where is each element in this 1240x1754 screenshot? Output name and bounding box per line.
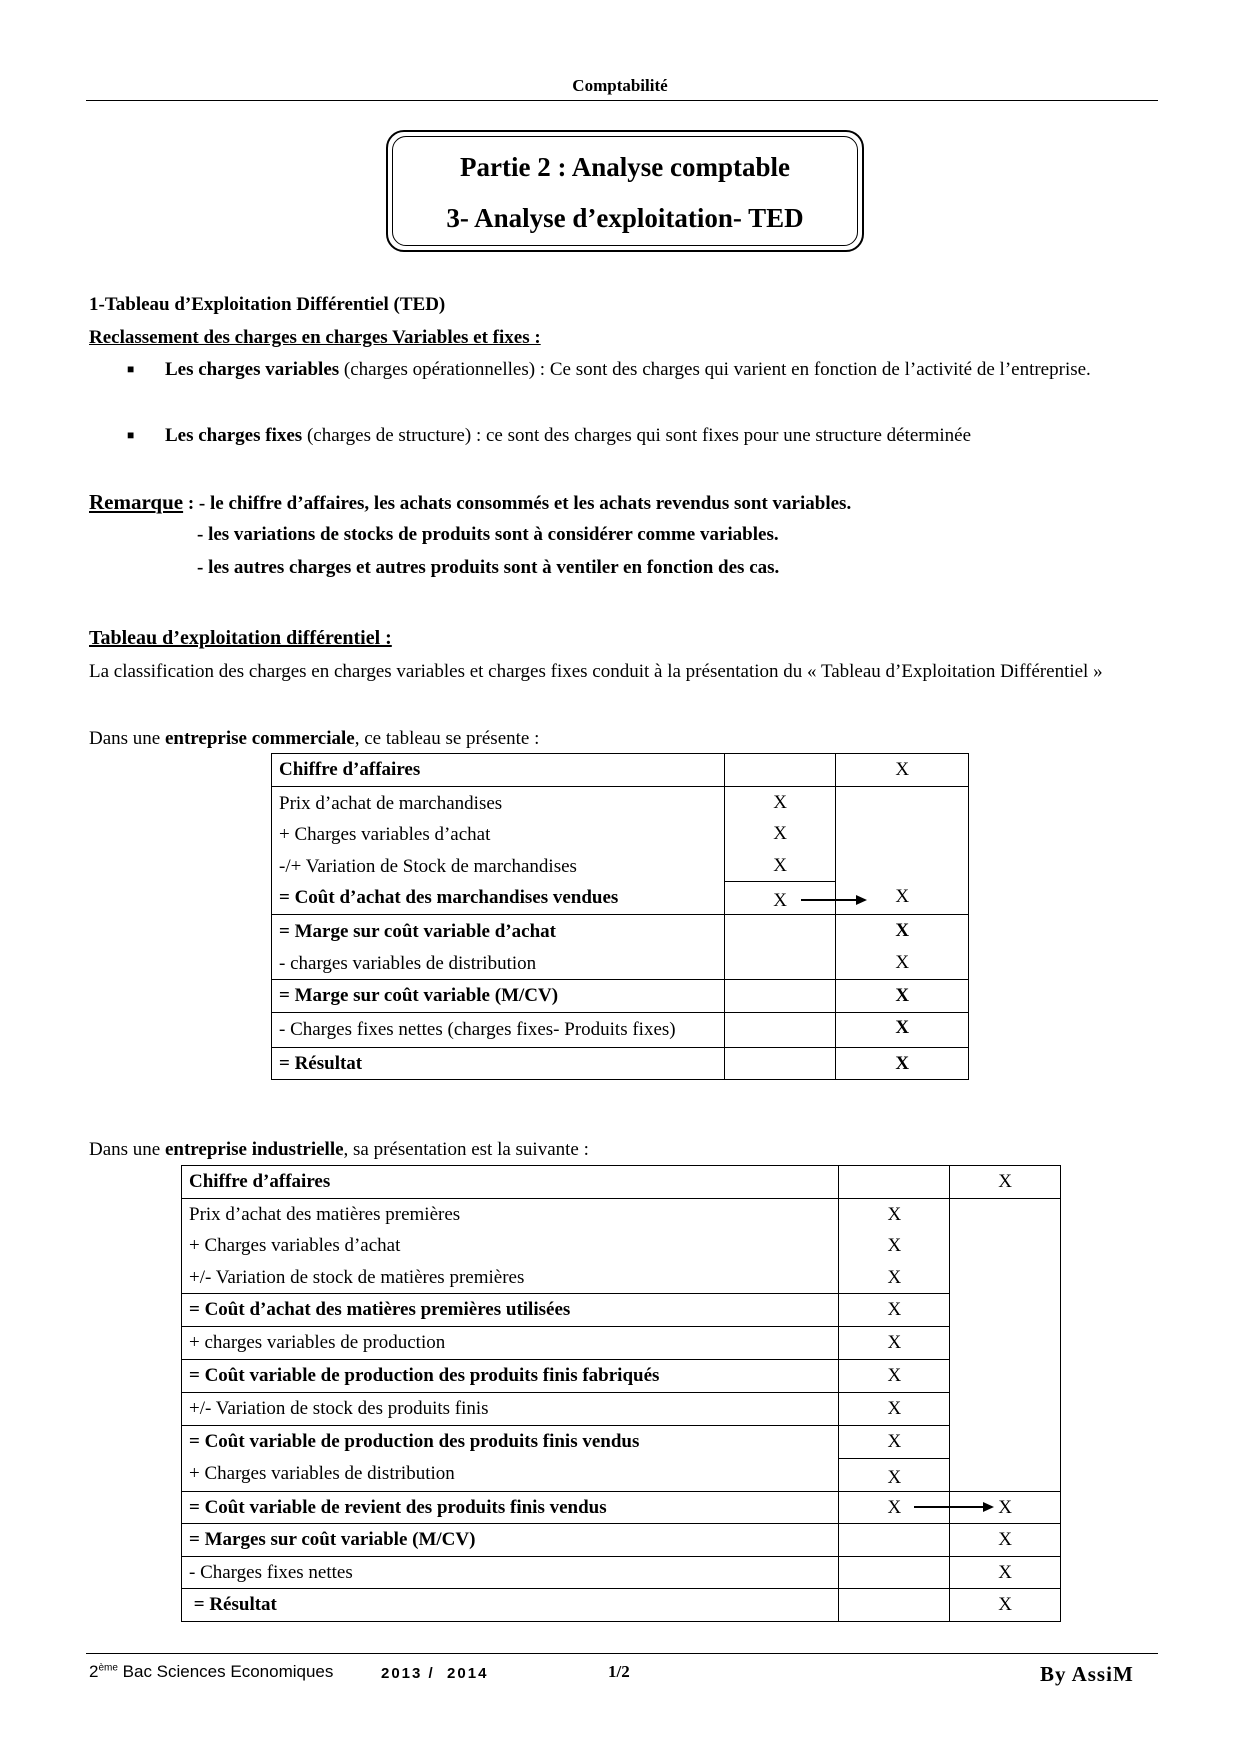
value-x: X [998,1529,1012,1550]
bullet-icon: ■ [127,362,135,376]
value-x: X [895,920,910,941]
value-x: X [839,1326,949,1359]
value-x: X [887,1266,902,1288]
arrow-icon [801,899,865,901]
bullet2-bold: Les charges fixes [165,425,303,446]
row-label: +/- Variation de stock de matières premières [189,1266,525,1288]
table-row [182,1491,1061,1524]
industrial-prefix: Dans une [89,1139,165,1160]
section-heading: 1-Tableau d’Exploitation Différentiel (TED) [89,294,446,315]
table-row [272,1047,969,1080]
row-label: -/+ Variation de Stock de marchandises [279,855,577,877]
title-box [386,130,864,252]
level-text: Bac Sciences Economiques [117,1662,334,1681]
value-x: X [887,1496,902,1518]
row-label: Prix d’achat de marchandises [279,792,503,814]
row-label: Prix d’achat des matières premières [189,1203,461,1225]
value-x: X [998,1496,1012,1518]
commercial-prefix: Dans une [89,728,165,749]
value-x: X [773,791,787,813]
value-x: X [998,1171,1012,1192]
ted-heading: Tableau d’exploitation différentiel : [89,627,392,649]
row-label: = Marge sur coût variable d’achat [279,921,556,942]
value-x: X [887,1235,902,1256]
footer-year: 2013 / 2014 [381,1665,489,1682]
row-label: = Résultat [279,1052,363,1074]
value-x: X [998,1594,1012,1615]
row-label: = Marges sur coût variable (M/CV) [189,1529,476,1550]
row-label: + Charges variables d’achat [189,1235,401,1256]
value-x: X [887,1203,902,1225]
title-line-1: Partie 2 : Analyse comptable [460,152,790,182]
value-x: X [895,886,910,907]
header-divider [86,100,1158,101]
row-label: = Coût d’achat des marchandises vendues [279,887,619,908]
row-label: + charges variables de production [182,1326,838,1359]
row-label: - Charges fixes nettes [189,1561,353,1583]
commercial-intro [89,722,1155,755]
table-row [272,980,969,1013]
row-label: - charges variables de distribution [279,952,537,974]
row-label: = Marge sur coût variable (M/CV) [279,985,559,1006]
row-label: - Charges fixes nettes (charges fixes- Produits fixes) [279,1018,676,1040]
bullet-variable-charges [127,353,1155,386]
footer-divider [86,1653,1158,1654]
table-row [272,1012,969,1047]
table-row [182,1166,1061,1199]
value-x: X [839,1458,949,1491]
row-label: + Charges variables de distribution [189,1462,455,1484]
row-label: +/- Variation de stock des produits finis [182,1392,838,1425]
title-line-2: 3- Analyse d’exploitation- TED [446,203,804,233]
level-number: 2 [89,1662,99,1681]
value-x: X [895,1052,910,1074]
table-row [182,1589,1061,1622]
bullet-fixed-charges [127,419,1155,452]
row-label: = Coût d’achat des matières premières utilisées [182,1293,838,1326]
table-row [182,1524,1061,1557]
row-label: = Résultat [189,1594,277,1615]
value-x: X [773,854,787,876]
bullet2-text: (charges de structure) : ce sont des charges qui sont fixes pour une structure déterminée [302,425,972,446]
commercial-table [271,753,969,1080]
value-x: X [895,759,910,780]
footer-level [89,1662,333,1682]
document-header: Comptabilité [572,76,668,95]
row-label: = Coût variable de revient des produits finis vendus [189,1496,607,1518]
industrial-intro [89,1135,1155,1165]
bullet1-text: (charges opérationnelles) : Ce sont des charges qui varient en fonction de l’activité de l’entreprise. [339,359,1091,380]
table-row [272,786,969,915]
table-row [272,754,969,787]
arrow-icon [914,1506,992,1508]
level-superscript: ème [98,1662,118,1674]
table-row [182,1198,1061,1491]
commercial-suffix: , ce tableau se présente : [354,728,540,749]
value-x: X [839,1425,949,1458]
industrial-suffix: , sa présentation est la suivante : [343,1139,589,1160]
section-subheading: Reclassement des charges en charges Variables et fixes : [89,327,541,348]
industrial-bold: entreprise industrielle [164,1139,344,1160]
remark-text-1: : - le chiffre d’affaires, les achats consommés et les achats revendus sont variables. [183,493,852,514]
remark-label: Remarque [89,490,184,514]
remark-line-3: - les autres charges et autres produits sont à ventiler en fonction des cas. [197,557,780,578]
row-label: = Coût variable de production des produits finis fabriqués [182,1359,838,1392]
footer-page: 1/2 [608,1662,630,1681]
row-label: + Charges variables d’achat [279,824,491,845]
value-x: X [725,881,836,914]
value-x: X [773,823,787,844]
value-x: X [839,1359,949,1392]
value-x: X [895,985,910,1006]
bullet-icon: ■ [127,428,135,442]
value-x: X [895,951,910,973]
footer-author: By AssiM [1040,1662,1134,1686]
value-x: X [839,1293,949,1326]
remark-line-1 [89,486,1155,520]
value-x: X [998,1561,1012,1583]
commercial-bold: entreprise commerciale [164,728,355,749]
value-x: X [839,1392,949,1425]
ted-intro: La classification des charges en charges variables et charges fixes conduit à la présentation du « Tableau d’Exploitation Différentiel » [89,661,1103,682]
table-row [272,915,969,980]
value-x: X [895,1016,910,1038]
ca-label: Chiffre d’affaires [279,759,421,780]
industrial-table [181,1165,1061,1622]
bullet1-bold: Les charges variables [165,359,340,380]
remark-line-2: - les variations de stocks de produits sont à considérer comme variables. [197,524,779,545]
table-row [182,1556,1061,1589]
row-label: = Coût variable de production des produits finis vendus [189,1431,640,1452]
ca-label: Chiffre d’affaires [189,1171,331,1192]
